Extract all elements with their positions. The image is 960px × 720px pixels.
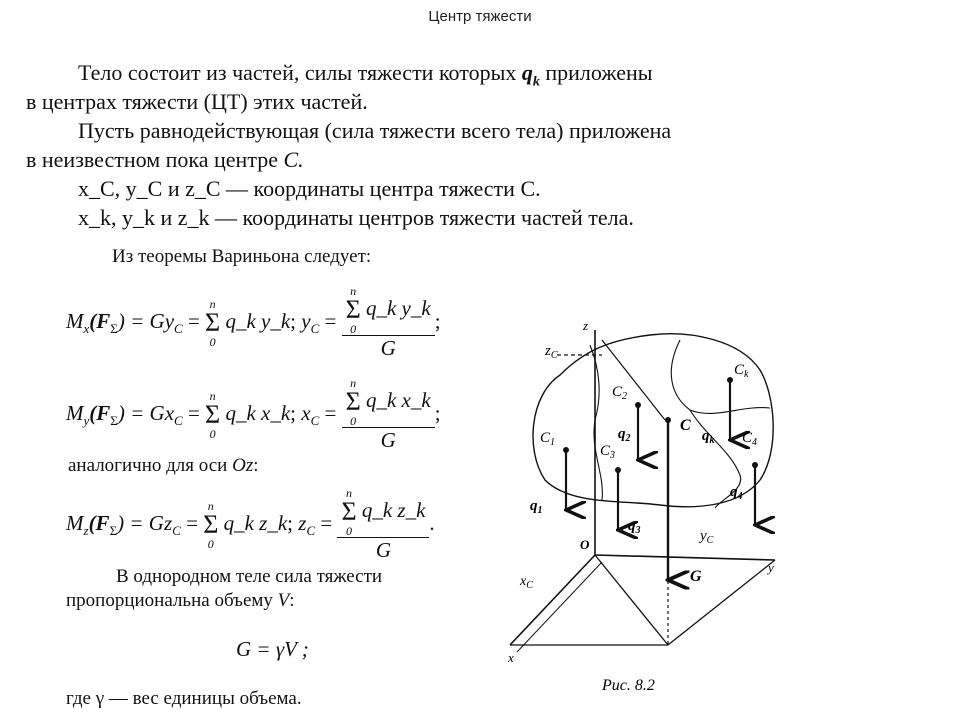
x-axis (510, 555, 595, 645)
label-y: y (768, 560, 774, 575)
label-c1: $C_1$ (540, 430, 556, 448)
intro-line-3: Пусть равнодействующая (сила тяжести всего тела) приложена (78, 118, 672, 143)
label-q4: $q_4$ (730, 484, 743, 502)
label-c: C (680, 417, 691, 434)
intro-line-2: в центрах тяжести (ЦТ) этих частей. (26, 89, 368, 114)
label-g: G (690, 568, 702, 585)
varignon-text: Из теоремы Вариньона следует: (112, 246, 372, 267)
where-line: где γ — вес единицы объема. (66, 688, 302, 709)
homogeneous-line-1: В однородном теле сила тяжести (116, 566, 383, 587)
label-q3: $q_3$ (628, 518, 641, 536)
label-q2: $q_2$ (618, 426, 631, 444)
body-outline (533, 334, 773, 507)
coords-c-line: x_C, y_C и z_C — координаты центра тяжести C. (78, 176, 541, 201)
formula-my: $M_y(F_\Sigma) = Gx_C$ = n Σ 0 q_k x_k; $x_C$ = n Σ 0 q_k x_k G ; (66, 376, 441, 452)
label-x: x (508, 650, 514, 665)
formula-g: G = γV ; (236, 637, 309, 661)
label-zc: $z_C$ (545, 343, 558, 361)
homogeneous-line-2: пропорциональна объему V: (66, 590, 295, 611)
analog-text: аналогично для оси Oz: (68, 455, 259, 476)
label-xc: $x_C$ (520, 574, 533, 591)
label-c4: $C_4$ (742, 430, 758, 448)
qk-symbol: $q_k$ (521, 60, 540, 90)
label-ck: $C_k$ (734, 362, 749, 380)
label-c3: $C_3$ (600, 443, 616, 461)
page-title: Центр тяжести (428, 8, 532, 25)
figure-caption: Рис. 8.2 (602, 677, 655, 694)
label-yc: $y_C$ (700, 528, 714, 546)
intro-line-1: Тело состоит из частей, силы тяжести которых $q_k$ приложены (78, 60, 653, 90)
figure-8-2 (490, 300, 800, 700)
intro-line-4: в неизвестном пока центре C. (26, 147, 304, 172)
label-o: O (580, 537, 590, 552)
formula-mx: $M_x(F_\Sigma) = Gy_C$ = n Σ 0 q_k y_k; $y_C$ = n Σ 0 q_k y_k G ; (66, 284, 441, 360)
label-z: z (583, 318, 589, 333)
label-qk: $q_k$ (702, 428, 715, 446)
label-q1: $q_1$ (530, 498, 543, 516)
formula-mz: $M_z(F_\Sigma) = Gz_C$ = n Σ 0 q_k z_k; $z_C$ = n Σ 0 q_k z_k G . (66, 486, 435, 562)
coords-k-line: x_k, y_k и z_k — координаты центров тяжести частей тела. (78, 205, 634, 230)
y-axis (595, 555, 775, 560)
label-c2: $C_2$ (612, 384, 628, 402)
